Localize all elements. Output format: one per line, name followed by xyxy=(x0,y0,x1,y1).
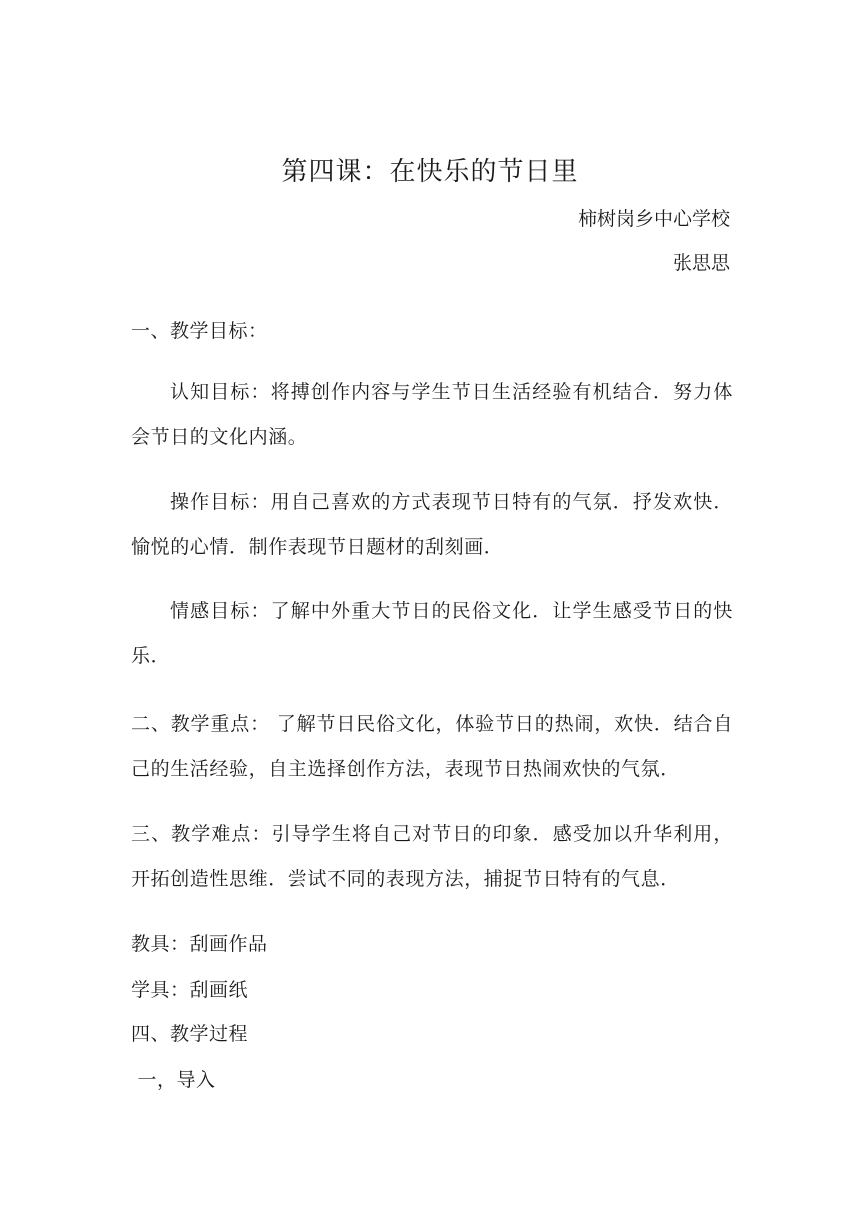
teaching-aids-line: 教具：刮画作品 xyxy=(131,933,268,955)
author-name: 张思思 xyxy=(672,252,730,274)
objectives-heading: 一、教学目标： xyxy=(131,320,268,342)
process-heading: 四、教学过程 xyxy=(131,1023,249,1045)
intro-heading: 一，导入 xyxy=(131,1069,216,1091)
difficulties-paragraph: 三、教学难点：引导学生将自己对节日的印象．感受加以升华利用，开拓创造性思维．尝试不同的表现方法，捕捉节日特有的气息． xyxy=(131,823,733,890)
emotion-goal-paragraph: 情感目标：了解中外重大节日的民俗文化．让学生感受节日的快乐． xyxy=(131,600,733,667)
operation-goal-paragraph: 操作目标：用自己喜欢的方式表现节日特有的气氛．抒发欢快．愉悦的心情．制作表现节日题材的刮刻画． xyxy=(131,491,733,558)
learning-aids-line: 学具：刮画纸 xyxy=(131,979,249,1001)
cognitive-goal-paragraph: 认知目标：将搏创作内容与学生节日生活经验有机结合．努力体会节日的文化内涵。 xyxy=(131,381,733,448)
school-name: 柿树岗乡中心学校 xyxy=(577,208,730,230)
lesson-title: 第四课：在快乐的节日里 xyxy=(281,157,579,187)
key-points-paragraph: 二、教学重点： 了解节日民俗文化，体验节日的热闹，欢快．结合自己的生活经验，自主选择创作方法，表现节日热闹欢快的气氛． xyxy=(131,713,733,780)
